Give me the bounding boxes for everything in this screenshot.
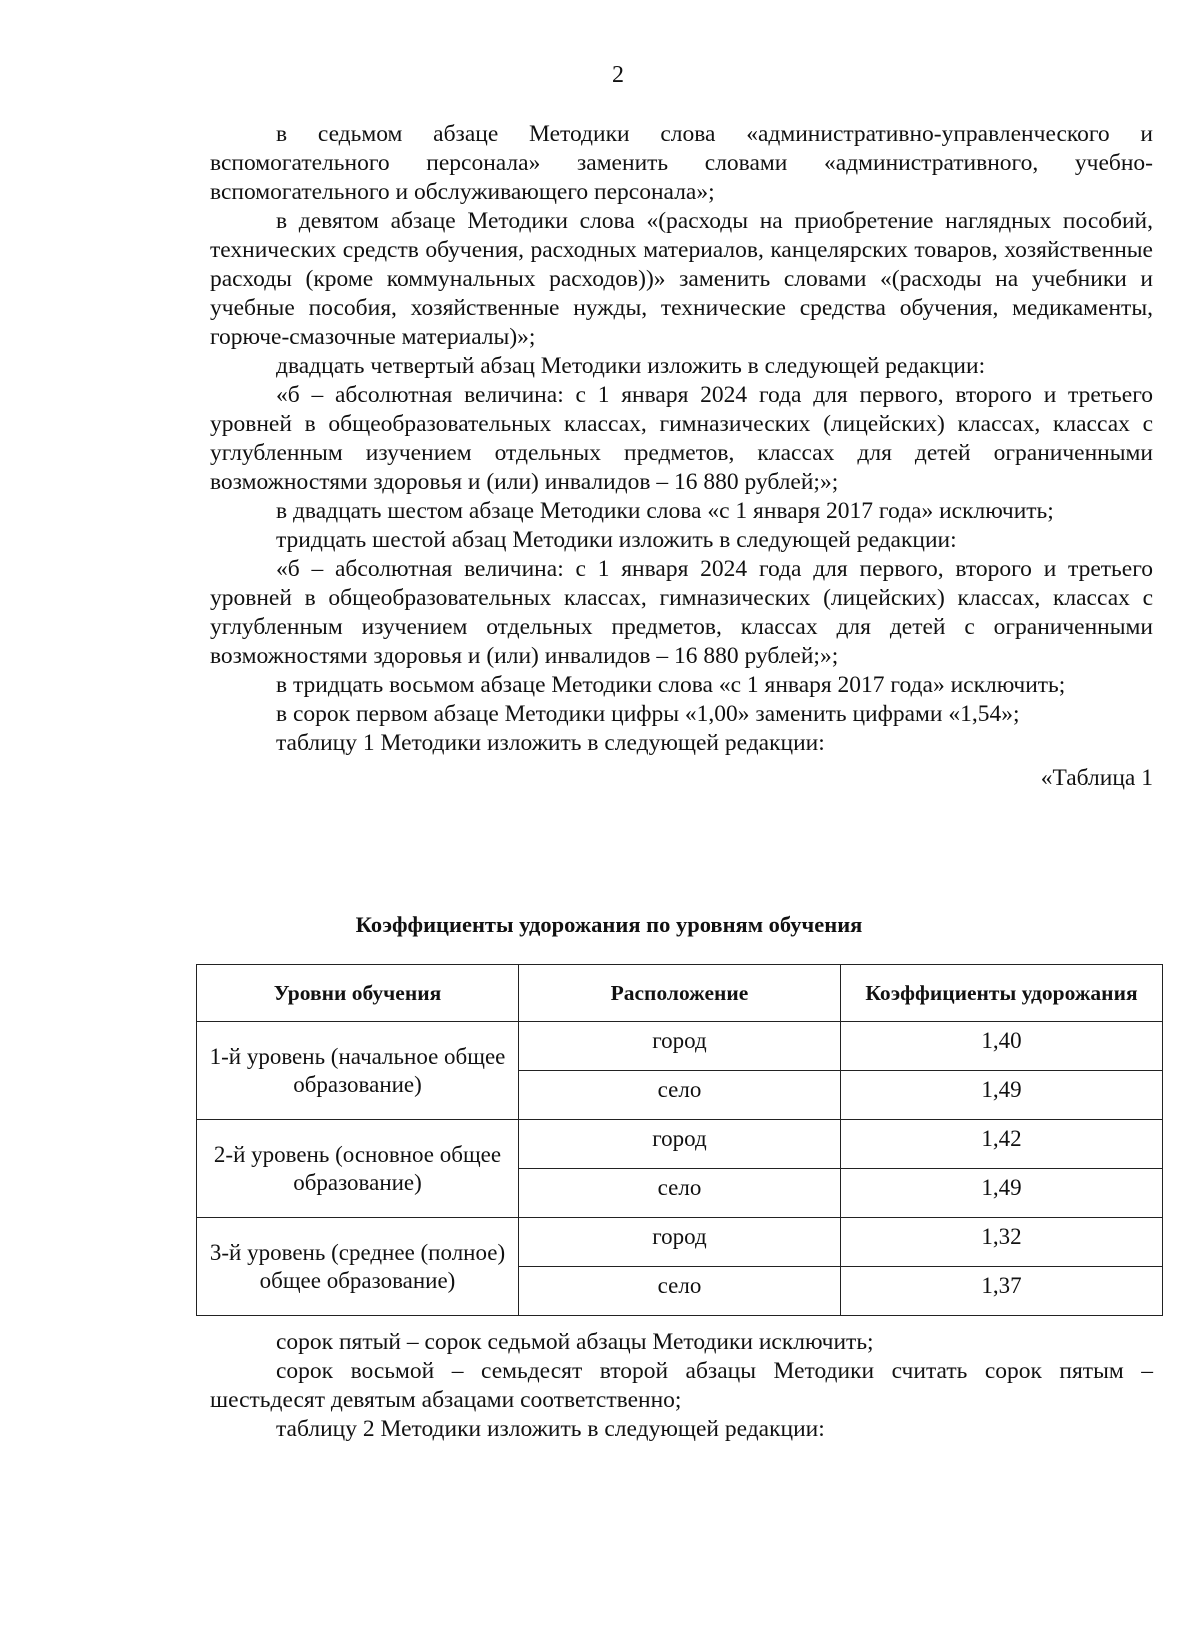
paragraph: сорок пятый – сорок седьмой абзацы Методики исключить; xyxy=(276,1329,874,1355)
paragraph: таблицу 2 Методики изложить в следующей редакции: xyxy=(276,1416,825,1442)
level-cell: 3-й уровень (среднее (полное) общее образование) xyxy=(197,1218,519,1316)
document-body-continued xyxy=(210,1328,1153,1444)
location-cell: село xyxy=(519,1267,841,1316)
paragraph: в тридцать восьмом абзаце Методики слова «с 1 января 2017 года» исключить; xyxy=(276,672,1066,698)
paragraph: в двадцать шестом абзаце Методики слова «с 1 января 2017 года» исключить; xyxy=(276,498,1054,524)
paragraph: двадцать четвертый абзац Методики изложить в следующей редакции: xyxy=(276,353,986,379)
table-row xyxy=(197,1022,1163,1071)
paragraph: тридцать шестой абзац Методики изложить в следующей редакции: xyxy=(276,527,957,553)
coefficient-cell: 1,32 xyxy=(841,1218,1163,1267)
table-title: Коэффициенты удорожания по уровням обучения xyxy=(355,912,863,937)
location-cell: город xyxy=(519,1022,841,1071)
paragraph: сорок восьмой – семьдесят второй абзацы Методики считать сорок пятым – шестьдесят девятым абзацами соответственно; xyxy=(210,1358,1153,1413)
location-cell: город xyxy=(519,1120,841,1169)
level-cell: 1-й уровень (начальное общее образование) xyxy=(197,1022,519,1120)
document-body xyxy=(210,120,1153,793)
location-cell: село xyxy=(519,1071,841,1120)
paragraph: таблицу 1 Методики изложить в следующей редакции: xyxy=(276,730,825,756)
coefficient-table xyxy=(196,964,1163,1316)
level-cell: 2-й уровень (основное общее образование) xyxy=(197,1120,519,1218)
page-number: 2 xyxy=(612,62,624,88)
coefficient-cell: 1,40 xyxy=(841,1022,1163,1071)
paragraph: в седьмом абзаце Методики слова «административно-управленческого и вспомогательного персонала» заменить словами «административного, учебно-вспомогательного и обслуживающего персонала»; xyxy=(210,121,1153,205)
paragraph: «б – абсолютная величина: с 1 января 2024 года для первого, второго и третьего уровней в общеобразовательных классах, гимназических (лицейских) классах, классах с углубленным изучением отдельных предметов, классах для детей с ограниченными возможностями здоровья и (или) инвалидов – 16 880 рублей;»; xyxy=(210,556,1153,669)
coefficient-cell: 1,49 xyxy=(841,1071,1163,1120)
header-coefficients: Коэффициенты удорожания xyxy=(841,965,1163,1022)
header-levels: Уровни обучения xyxy=(197,965,519,1022)
paragraph: в сорок первом абзаце Методики цифры «1,00» заменить цифрами «1,54»; xyxy=(276,701,1020,727)
table-row xyxy=(197,1218,1163,1267)
coefficient-cell: 1,42 xyxy=(841,1120,1163,1169)
coefficient-cell: 1,37 xyxy=(841,1267,1163,1316)
table-row xyxy=(197,1120,1163,1169)
paragraph: «б – абсолютная величина: с 1 января 2024 года для первого, второго и третьего уровней в общеобразовательных классах, гимназических (лицейских) классах, классах с углубленным изучением отдельных предметов, классах для детей ограниченными возможностями здоровья и (или) инвалидов – 16 880 рублей;»; xyxy=(210,382,1153,495)
coefficient-cell: 1,49 xyxy=(841,1169,1163,1218)
table-label: «Таблица 1 xyxy=(1040,765,1153,791)
table-header-row xyxy=(197,965,1163,1022)
paragraph: в девятом абзаце Методики слова «(расходы на приобретение наглядных пособий, технических средств обучения, расходных материалов, канцелярских товаров, хозяйственные расходы (кроме коммунальных расходов))» заменить словами «(расходы на учебники и учебные пособия, хозяйственные нужды, технические средства обучения, медикаменты, горюче-смазочные материалы)»; xyxy=(210,208,1153,350)
location-cell: село xyxy=(519,1169,841,1218)
header-location: Расположение xyxy=(519,965,841,1022)
location-cell: город xyxy=(519,1218,841,1267)
